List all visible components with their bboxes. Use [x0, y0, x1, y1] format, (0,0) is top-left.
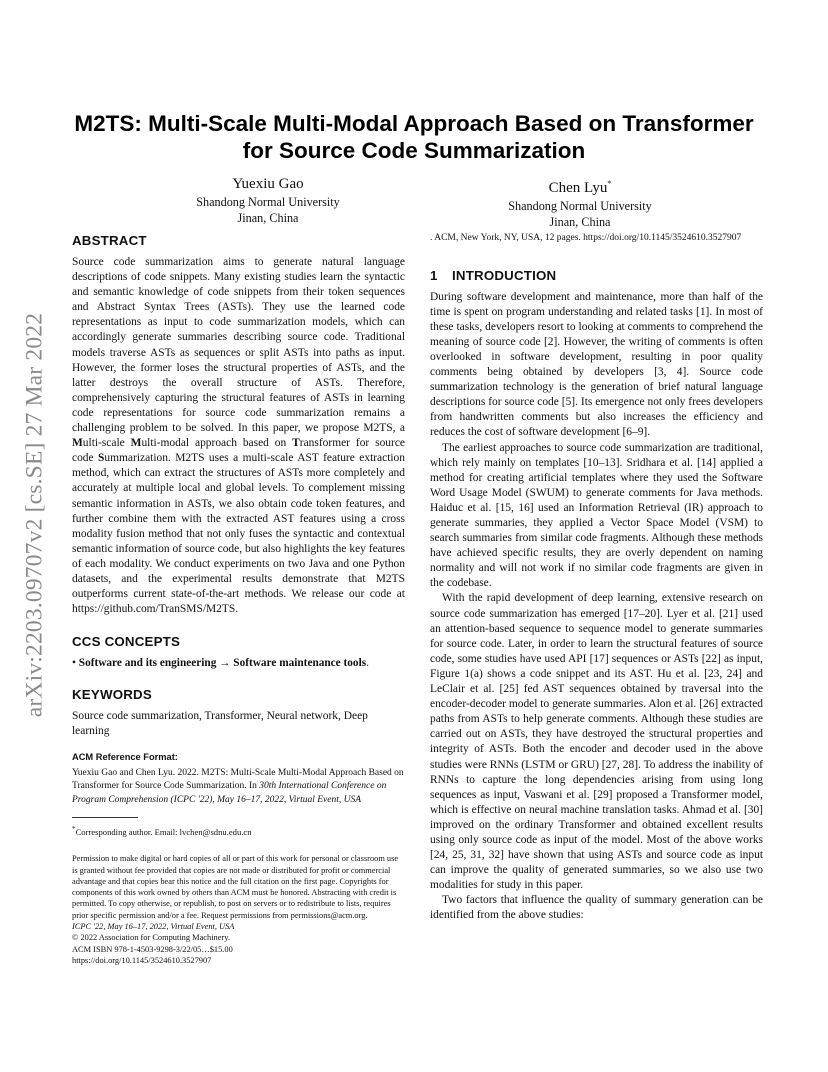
acm-reference [72, 750, 405, 808]
paper-title [40, 110, 788, 164]
acm-reference-continued: . ACM, New York, NY, USA, 12 pages. https://doi.org/10.1145/3524610.3527907 [430, 233, 742, 243]
author-affiliation: Shandong Normal University [196, 195, 340, 209]
corresponding-author-footnote: *Corresponding author. Email: lvchen@sdnu.edu.cn [72, 825, 252, 838]
intro-paragraph-3: With the rapid development of deep learning, extensive research on source code summarization has emerged [17–20]. Lyer et al. [21] used an attention-based sequence to sequence model to generate summaries for source code. Later, in order to learn the structural features of source code, some studies have used API [17] sequences or ASTs [22] as input, Figure 1(a) shows a code snippet and its AST. Hu et al. [23, 24] and LeClair et al. [25] fed AST sequences obtained by traversal into the encoder-decoder model to generate summaries. Alon et al. [26] extracted paths from ASTs to help generate comments. Although these studies are carried out on ASTs, they have destroyed the structural properties and integrity of ASTs. Both the encoder and decoder used in the above studies were RNNs (LSTM or GRU) [27, 28]. To address the inability of RNNs to capture the long dependencies arising from using long sequences as input, Vaswani et al. [29] proposed a Transformer model, which is effective on neural machine translation tasks. Ahmad et al. [30] improved on the ordinary Transformer and obtained excellent results using only source code as input of the model. Most of the above works [24, 25, 31, 32] have shown that using ASTs and source code as input can improve the quality of generated summaries, so we also use two modalities for study in this paper. [430, 592, 763, 892]
author-affiliation: Shandong Normal University [508, 199, 652, 213]
title-line-2: for Source Code Summarization [242, 138, 586, 163]
intro-paragraph-2: The earliest approaches to source code summarization are traditional, which rely mainly on templates [10–13]. Sridhara et al. [14] applied a method for creating artificial templates where they used the Software Word Usage Model (SWUM) to generate comments for Java methods. Haiduc et al. [15, 16] used an Information Retrieval (IR) approach to generate summaries, they applied a Vector Space Model (VSM) to search summaries from similar code fragments. Although these methods have achieved specific results, they are overly dependent on naming normality and will not work if no similar code fragments are given in the codebase. [430, 441, 763, 590]
right-column [430, 232, 763, 924]
author-location: Jinan, China [549, 215, 611, 229]
author-name: Chen Lyu [548, 180, 608, 196]
isbn-line: ACM ISBN 978-1-4503-9298-3/22/05…$15.00 [72, 944, 233, 954]
author-block-2 [450, 175, 710, 230]
permission-text: Permission to make digital or hard copies of all or part of this work for personal or classroom use is granted without fee provided that copies are not made or distributed for profit or commercial advantage and that copies bear this notice and the full citation on the first page. Copyrights for components of this work owned by others than ACM must be honored. Abstracting with credit is permitted. To copy otherwise, or republish, to post on servers or to redistribute to lists, requires prior specific permission and/or a fee. Request permissions from permissions@acm.org. [72, 854, 399, 920]
permission-notice [72, 853, 405, 966]
author-block-1 [138, 175, 398, 226]
keywords-heading: KEYWORDS [72, 687, 152, 703]
intro-paragraph-1: During software development and maintenance, more than half of the time is spent on program understanding and related tasks [1]. In most of these tasks, developers resort to looking at comments to comprehend the meaning of source code [2]. However, the writing of comments is often overlooked in software development, resulting in poor quality comments being obtained by developers [3, 4]. Source code summarization technology is the generation of brief natural language descriptions for source code [5]. Its emergence not only frees developers from handwritten comments but also increases the efficiency and reduces the cost of software development [6–9]. [430, 290, 763, 439]
intro-heading: 1 INTRODUCTION [430, 267, 557, 283]
abstract-heading: ABSTRACT [72, 233, 147, 248]
author-location: Jinan, China [237, 211, 299, 225]
left-column [72, 232, 405, 966]
footnote-rule [72, 817, 138, 818]
intro-paragraph-4: Two factors that influence the quality of summary generation can be identified from the above studies: [430, 894, 763, 922]
ccs-heading: CCS CONCEPTS [72, 634, 181, 650]
abstract-text: Source code summarization aims to generate natural language descriptions of code snippets. Many existing studies learn the syntactic and semantic knowledge of code snippets from their token sequences and Abstract Syntax Trees (ASTs). They use the learned code representations as input to code summarization models, which can accordingly generate summaries describing source code. Traditional models traverse ASTs as sequences or split ASTs into paths as input. However, the former loses the structural properties of ASTs, and the latter destroys the overall structure of ASTs. Therefore, comprehensively capturing the structural features of ASTs in learning code representations for source code summarization remains a challenging problem to be solved. In this paper, we propose M2TS, a Multi-scale Multi-modal approach based on Transformer for source code Summarization. M2TS uses a multi-scale AST feature extraction method, which can extract the structures of ASTs more completely and accurately at multiple local and global levels. To complement missing semantic information in ASTs, we also obtain code token features, and further combine them with the extracted AST features using a cross modality fusion method that not only fuses the syntactic and contextual semantic information of source code, but also highlights the key features of each modality. We conduct experiments on two Java and one Python datasets, and the experimental results demonstrate that M2TS outperforms current state-of-the-art methods. We release our code at https://github.com/TranSMS/M2TS. [72, 256, 405, 616]
conference-line: ICPC '22, May 16–17, 2022, Virtual Event, USA [72, 922, 235, 932]
title-line-1: M2TS: Multi-Scale Multi-Modal Approach Based on Transformer [74, 111, 754, 136]
author-name: Yuexiu Gao [232, 176, 304, 192]
doi-line: https://doi.org/10.1145/3524610.3527907 [72, 955, 212, 965]
arxiv-watermark [20, 290, 50, 740]
acm-reference-heading: ACM Reference Format: [72, 751, 178, 762]
author-mark: * [607, 179, 612, 188]
ccs-concepts: • Software and its engineering → Software maintenance tools. [72, 657, 369, 670]
copyright-line: © 2022 Association for Computing Machinery. [72, 933, 230, 943]
arxiv-id: arXiv:2203.09707v2 [cs.SE] 27 Mar 2022 [21, 312, 48, 718]
keywords-text: Source code summarization, Transformer, Neural network, Deep learning [72, 710, 368, 738]
acm-reference-text: Yuexiu Gao and Chen Lyu. 2022. M2TS: Multi-Scale Multi-Modal Approach Based on Transformer for Source Code Summarization. In 30th International Conference on Program Comprehension (ICPC '22), May 16–17, 2022, Virtual Event, USA [72, 767, 404, 805]
